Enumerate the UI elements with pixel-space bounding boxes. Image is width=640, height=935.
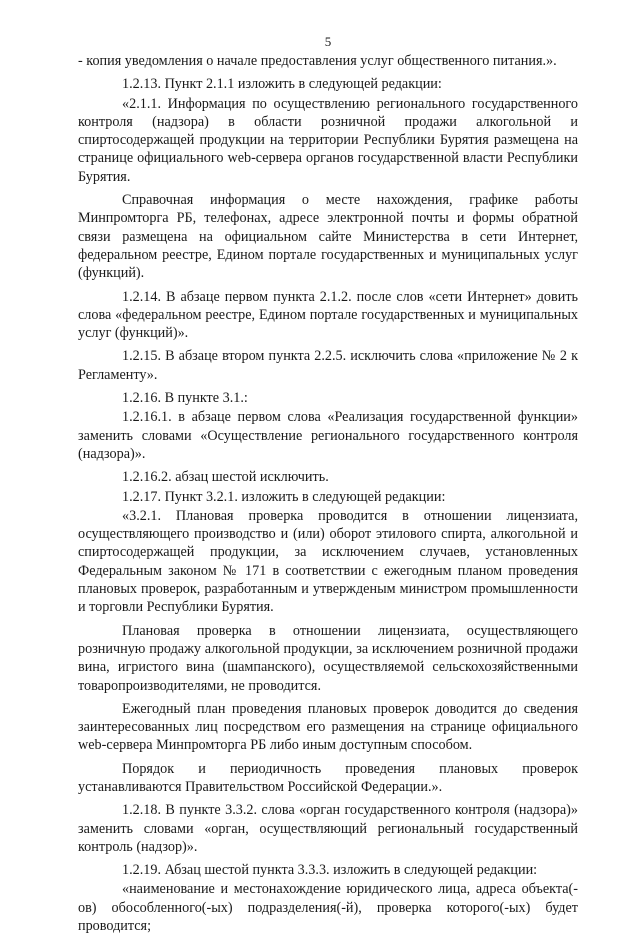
paragraph: 1.2.17. Пункт 3.2.1. изложить в следующей редакции:: [122, 488, 446, 505]
paragraph: 1.2.14. В абзаце первом пункта 2.1.2. после слов «сети Интернет» довить слова «федеральном реестре, Едином портале государственных и муниципальных услуг (функций)».: [78, 288, 578, 342]
paragraph: 1.2.13. Пункт 2.1.1 изложить в следующей редакции:: [122, 76, 442, 93]
paragraph: Ежегодный план проведения плановых проверок доводится до сведения заинтересованных лиц посредством его размещения на странице официального web-сервера Минпромторга РБ либо иным доступным способом.: [78, 700, 578, 754]
paragraph: 1.2.16.2. абзац шестой исключить.: [122, 469, 329, 486]
paragraph: «наименование и местонахождение юридического лица, адреса объекта(-ов) обособленного(-ых) подразделения(-й), проверка которого(-ых) будет проводится;: [78, 881, 578, 935]
paragraph: Справочная информация о месте нахождения, графике работы Минпромторга РБ, телефонах, адресе электронной почты и формы обратной связи размещена на официальном сайте Министерства в сети Интернет, федеральном реестре, Едином портале государственных и муниципальных услуг (функций).: [78, 192, 578, 282]
document-body: [78, 52, 578, 935]
page-number: 5: [324, 34, 332, 49]
paragraph: «3.2.1. Плановая проверка проводится в отношении лицензиата, осуществляющего производство и (или) оборот этилового спирта, алкогольной и спиртосодержащей продукции, за исключением случаев, установленных Федеральным законом № 171 в соответствии с ежегодным планом проведения плановых проверок, разработанным и утвержденым министром промышленности и торговли Республики Бурятия.: [78, 507, 578, 616]
paragraph: «2.1.1. Информация по осуществлению регионального государственного контроля (надзора) в области розничной продажи алкогольной и спиртосодержащей продукции на территории Республики Бурятия размещена на странице официального web-сервера органов государственной власти Республики Бурятия.: [78, 95, 578, 185]
paragraph: 1.2.19. Абзац шестой пункта 3.3.3. изложить в следующей редакции:: [122, 862, 538, 879]
paragraph: 1.2.16.1. в абзаце первом слова «Реализация государственной функции» заменить словами «Осуществление регионального государственного контроля (надзора)».: [78, 409, 578, 462]
paragraph: - копия уведомления о начале предоставления услуг общественного питания.».: [78, 53, 557, 69]
paragraph: Плановая проверка в отношении лицензиата, осуществляющего розничную продажу алкогольной продукции, за исключением розничной продажи вина, игристого вина (шампанского), осуществляемой сельскохозяйственными товаропроизводителями, не проводится.: [78, 622, 578, 694]
paragraph: 1.2.16. В пункте 3.1.:: [122, 390, 248, 407]
paragraph: 1.2.18. В пункте 3.3.2. слова «орган государственного контроля (надзора)» заменить словами «орган, осуществляющий региональный государственный контроль (надзор)».: [78, 802, 578, 855]
paragraph: Порядок и периодичность проведения плановых проверок устанавливаются Правительством Российской Федерации.».: [78, 760, 578, 795]
paragraph: 1.2.15. В абзаце втором пункта 2.2.5. исключить слова «приложение № 2 к Регламенту».: [78, 348, 578, 383]
